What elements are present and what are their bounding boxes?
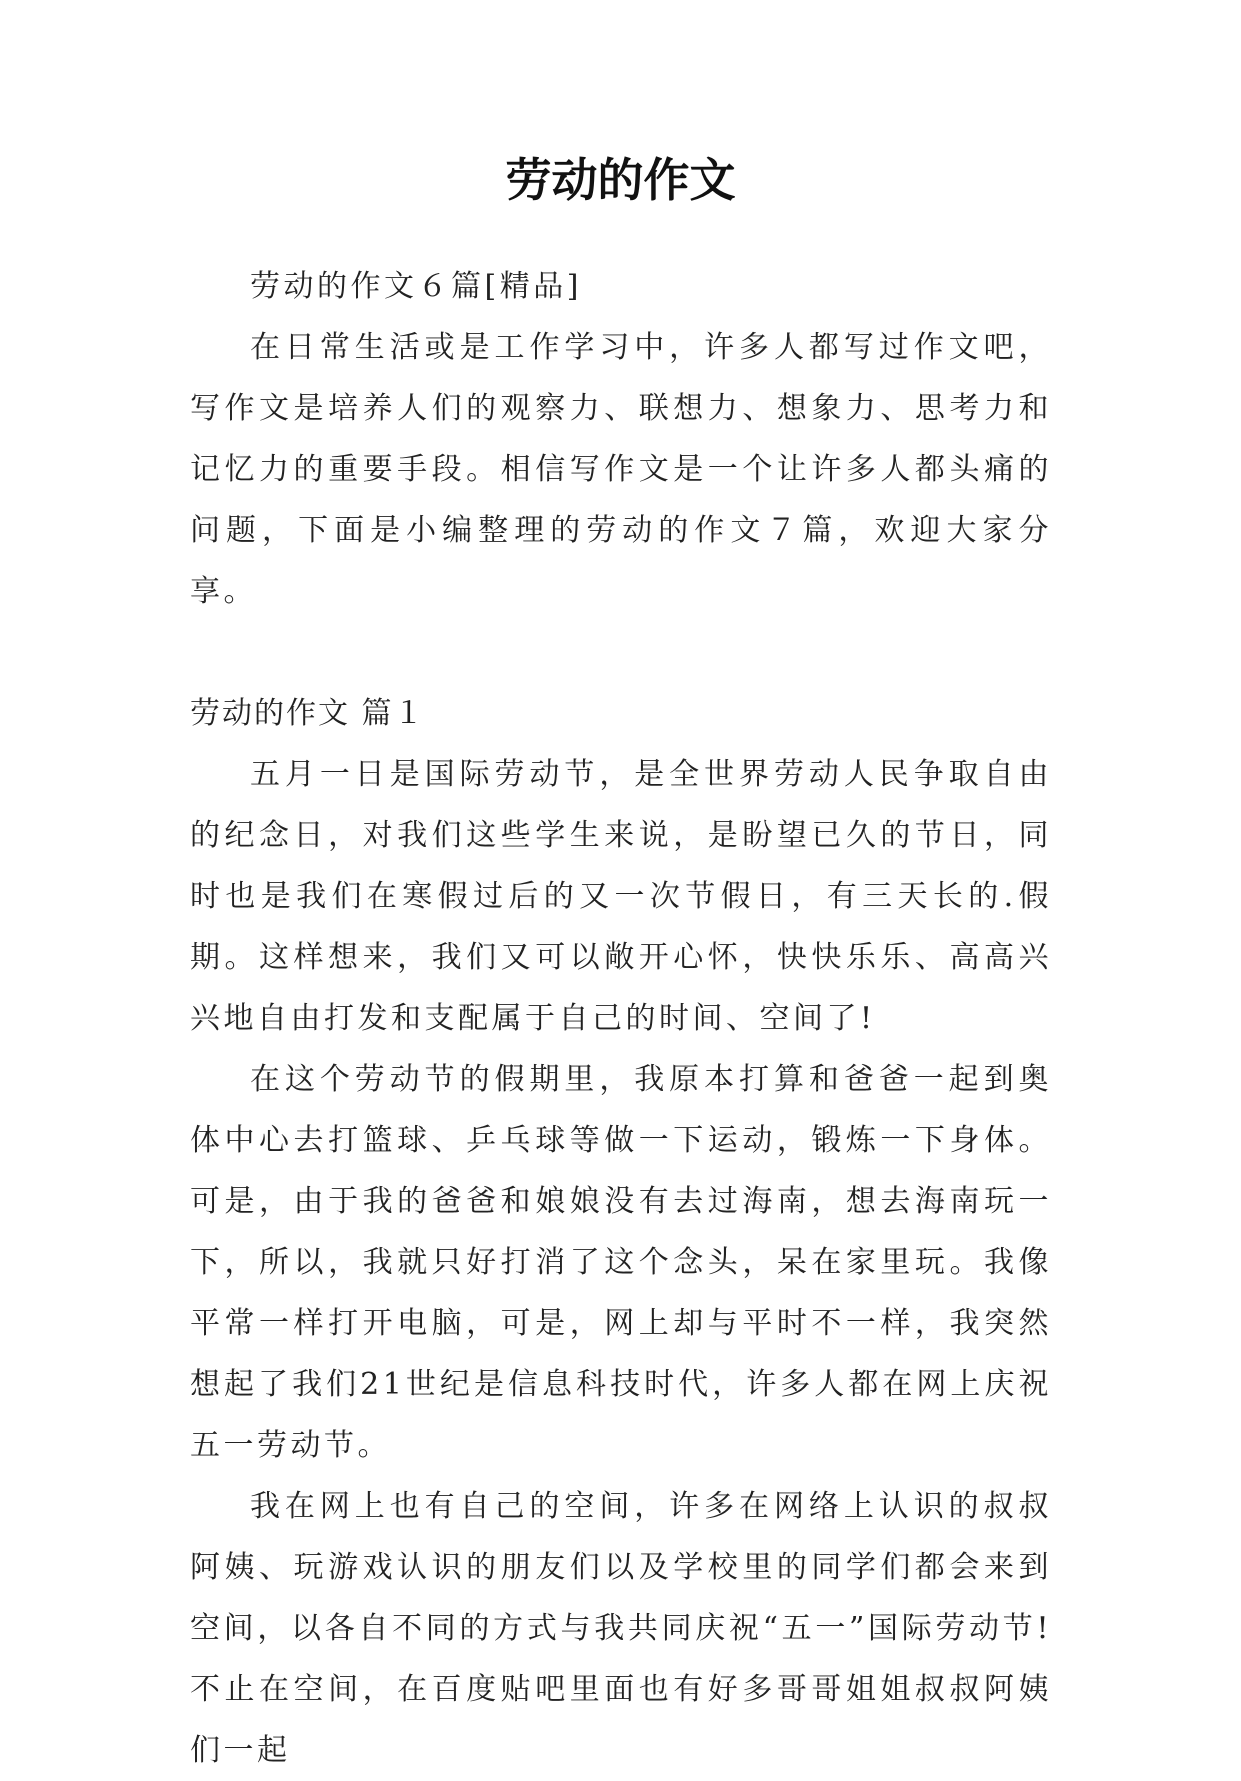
body-paragraph: 五月一日是国际劳动节，是全世界劳动人民争取自由的纪念日，对我们这些学生来说，是盼望已久的节日，同时也是我们在寒假过后的又一次节假日，有三天长的.假期。这样想来，我们又可以敞开心怀，快快乐乐、高高兴兴地自由打发和支配属于自己的时间、空间了! [190,757,1052,1036]
body-paragraph: 我在网上也有自己的空间，许多在网络上认识的叔叔阿姨、玩游戏认识的朋友们以及学校里的同学们都会来到空间，以各自不同的方式与我共同庆祝“五一”国际劳动节!不止在空间，在百度贴吧里面也有好多哥哥姐姐叔叔阿姨们一起 [190,1489,1052,1768]
intro-paragraph: 在日常生活或是工作学习中，许多人都写过作文吧，写作文是培养人们的观察力、联想力、想象力、思考力和记忆力的重要手段。相信写作文是一个让许多人都头痛的问题，下面是小编整理的劳动的作文７篇，欢迎大家分享。 [190,330,1052,609]
section-heading: 劳动的作文 篇１ [190,696,426,731]
document-body [190,256,1052,1781]
section-spacer [190,622,1052,683]
document-title: 劳动的作文 [505,153,736,207]
document-subtitle: 劳动的作文６篇[精品] [250,269,582,304]
body-paragraph: 在这个劳动节的假期里，我原本打算和爸爸一起到奥体中心去打篮球、乒乓球等做一下运动，锻炼一下身体。可是，由于我的爸爸和娘娘没有去过海南，想去海南玩一下，所以，我就只好打消了这个念头，呆在家里玩。我像平常一样打开电脑，可是，网上却与平时不一样，我突然想起了我们21世纪是信息科技时代，许多人都在网上庆祝五一劳动节。 [190,1062,1052,1463]
